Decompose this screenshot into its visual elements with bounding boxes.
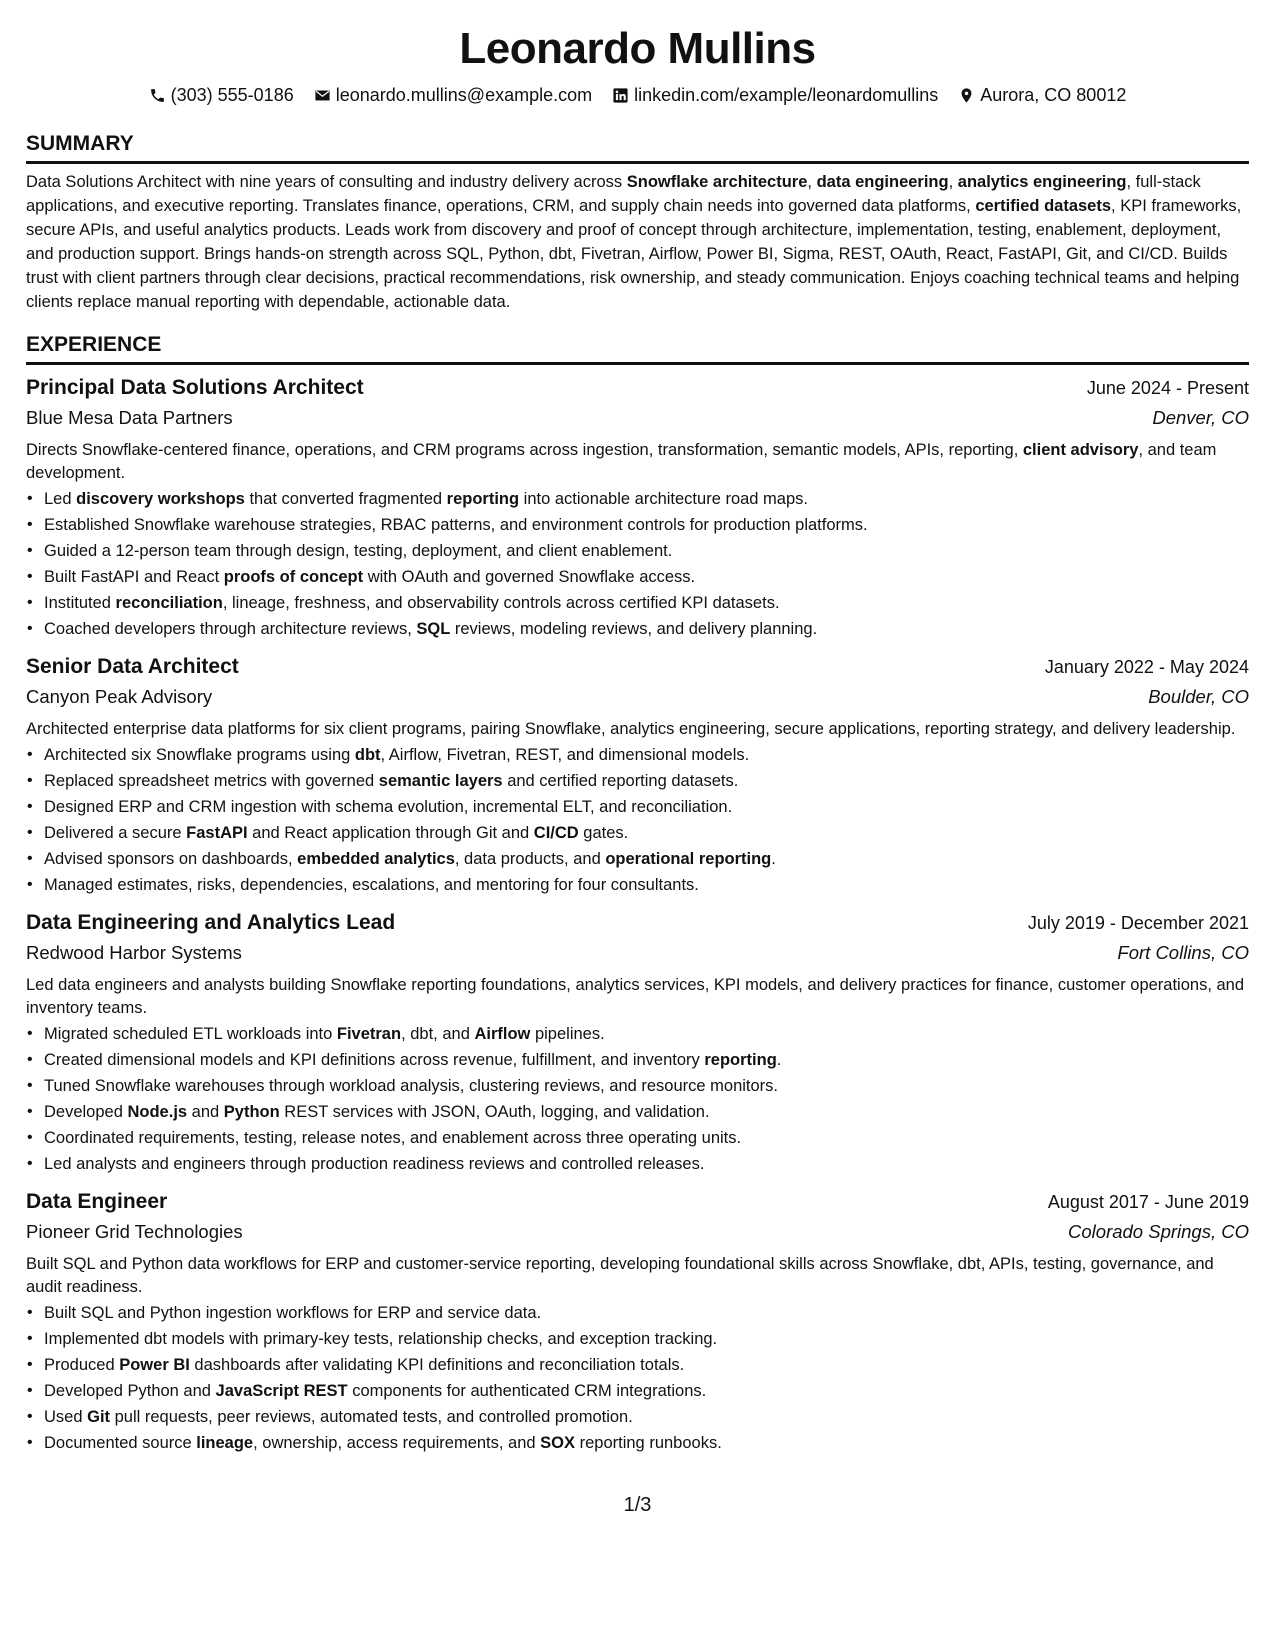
- job-company-row: [26, 403, 1249, 433]
- job-title: Data Engineer: [26, 1190, 168, 1213]
- bullet-item: • Produced Power BI dashboards after validating KPI definitions and reconciliation totals.: [44, 1352, 1249, 1378]
- job-dates: June 2024 - Present: [1086, 378, 1249, 398]
- job-description: Directs Snowflake-centered finance, operations, and CRM programs across ingestion, transformation, semantic models, APIs, reporting, client advisory, and team development.: [26, 441, 1217, 482]
- job-bullets: [26, 742, 1249, 898]
- bold-phrase: operational reporting: [605, 850, 772, 868]
- bold-phrase: Node.js: [127, 1103, 188, 1121]
- job-title: Data Engineering and Analytics Lead: [26, 911, 396, 934]
- job-company-row: [26, 1217, 1249, 1247]
- experience-heading: EXPERIENCE: [26, 332, 1249, 365]
- bullet-item: • Instituted reconciliation, lineage, freshness, and observability controls across certified KPI datasets.: [44, 590, 1249, 616]
- bold-phrase: dbt: [354, 746, 381, 764]
- job-header-row: [26, 908, 1249, 938]
- job-list: [26, 373, 1249, 1456]
- bullet-item: • Created dimensional models and KPI definitions across revenue, fulfillment, and inventory reporting.: [44, 1047, 1249, 1073]
- bullet-item: • Coordinated requirements, testing, release notes, and enablement across three operating units.: [44, 1125, 1249, 1151]
- job-dates: January 2022 - May 2024: [1044, 657, 1249, 677]
- bold-phrase: Power BI: [119, 1356, 190, 1374]
- bold-phrase: discovery workshops: [76, 490, 245, 508]
- job-description: Built SQL and Python data workflows for ERP and customer-service reporting, developing foundational skills across Snowflake, dbt, APIs, testing, governance, and audit readiness.: [26, 1255, 1214, 1296]
- job-description: Architected enterprise data platforms for six client programs, pairing Snowflake, analytics engineering, secure applications, reporting strategy, and delivery leadership.: [26, 720, 1236, 738]
- bold-phrase: Fivetran: [336, 1025, 402, 1043]
- bold-phrase: Snowflake architecture: [626, 173, 808, 191]
- bold-phrase: reconciliation: [115, 594, 223, 612]
- job-company-row: [26, 682, 1249, 712]
- bold-phrase: FastAPI: [186, 824, 248, 842]
- bold-phrase: client advisory: [1022, 441, 1139, 459]
- bullet-item: • Architected six Snowflake programs using dbt, Airflow, Fivetran, REST, and dimensional models.: [44, 742, 1249, 768]
- bullet-item: • Coached developers through architecture reviews, SQL reviews, modeling reviews, and delivery planning.: [44, 616, 1249, 642]
- bold-phrase: Airflow: [474, 1025, 531, 1043]
- job-dates: July 2019 - December 2021: [1027, 913, 1249, 933]
- experience-section: [26, 332, 1249, 1456]
- bullet-item: • Established Snowflake warehouse strategies, RBAC patterns, and environment controls for production platforms.: [44, 512, 1249, 538]
- resume-page: [26, 22, 1249, 1456]
- job-description: Led data engineers and analysts building Snowflake reporting foundations, analytics services, KPI models, and delivery practices for finance, customer operations, and inventory teams.: [26, 976, 1245, 1017]
- linkedin-icon: [612, 87, 629, 104]
- bullet-item: • Replaced spreadsheet metrics with governed semantic layers and certified reporting datasets.: [44, 768, 1249, 794]
- job-bullets: [26, 486, 1249, 642]
- bullet-item: • Advised sponsors on dashboards, embedded analytics, data products, and operational reporting.: [44, 846, 1249, 872]
- job-entry: [26, 373, 1249, 642]
- job-entry: [26, 908, 1249, 1177]
- bold-phrase: CI/CD: [533, 824, 579, 842]
- job-entry: [26, 1187, 1249, 1456]
- job-title: Principal Data Solutions Architect: [26, 376, 364, 399]
- contact-phone: [149, 84, 294, 106]
- bullet-item: • Documented source lineage, ownership, access requirements, and SOX reporting runbooks.: [44, 1430, 1249, 1456]
- bold-phrase: embedded analytics: [297, 850, 455, 868]
- bold-phrase: JavaScript REST: [215, 1382, 348, 1400]
- contact-bar: [26, 84, 1249, 106]
- bold-phrase: Python: [223, 1103, 280, 1121]
- bullet-item: • Delivered a secure FastAPI and React application through Git and CI/CD gates.: [44, 820, 1249, 846]
- bold-phrase: analytics engineering: [957, 173, 1127, 191]
- bullet-item: • Tuned Snowflake warehouses through workload analysis, clustering reviews, and resource monitors.: [44, 1073, 1249, 1099]
- bullet-item: • Migrated scheduled ETL workloads into Fivetran, dbt, and Airflow pipelines.: [44, 1021, 1249, 1047]
- job-bullets: [26, 1300, 1249, 1456]
- bold-phrase: Git: [87, 1408, 111, 1426]
- bullet-item: • Built FastAPI and React proofs of concept with OAuth and governed Snowflake access.: [44, 564, 1249, 590]
- summary-heading: SUMMARY: [26, 131, 1249, 164]
- job-title: Senior Data Architect: [26, 655, 239, 678]
- job-company-row: [26, 938, 1249, 968]
- contact-linkedin[interactable]: [612, 84, 938, 106]
- candidate-name: Leonardo Mullins: [459, 24, 816, 73]
- bullet-item: • Developed Python and JavaScript REST components for authenticated CRM integrations.: [44, 1378, 1249, 1404]
- bullet-item: • Guided a 12-person team through design, testing, deployment, and client enablement.: [44, 538, 1249, 564]
- summary-section: [26, 131, 1249, 314]
- bold-phrase: reporting: [704, 1051, 777, 1069]
- bold-phrase: SOX: [540, 1434, 576, 1452]
- company-name: Redwood Harbor Systems: [26, 942, 242, 963]
- page-number: 1/3: [623, 1494, 652, 1516]
- bullet-item: • Built SQL and Python ingestion workflows for ERP and service data.: [44, 1300, 1249, 1326]
- summary-text: Data Solutions Architect with nine years of consulting and industry delivery across Snowflake architecture, data engineering, analytics engineering, full-stack applications, and executive reporting. Translates finance, operations, CRM, and supply chain needs into governed data platforms, certified datasets, KPI frameworks, secure APIs, and useful analytics products. Leads work from discovery and proof of concept through architecture, implementation, testing, enablement, deployment, and production support. Brings hands-on strength across SQL, Python, dbt, Fivetran, Airflow, Power BI, Sigma, REST, OAuth, React, FastAPI, Git, and CI/CD. Builds trust with client partners through clear decisions, practical recommendations, risk ownership, and steady communication. Enjoys coaching technical teams and helping clients replace manual reporting with dependable, actionable data.: [26, 173, 1242, 311]
- envelope-icon: [314, 87, 331, 104]
- map-pin-icon: [958, 87, 975, 104]
- bold-phrase: lineage: [196, 1434, 254, 1452]
- company-name: Canyon Peak Advisory: [26, 686, 213, 707]
- linkedin-url[interactable]: linkedin.com/example/leonardomullins: [634, 85, 939, 105]
- bold-phrase: certified datasets: [975, 197, 1112, 215]
- job-location: Denver, CO: [1152, 407, 1249, 428]
- job-location: Boulder, CO: [1148, 686, 1249, 707]
- bold-phrase: SQL: [416, 620, 451, 638]
- bullet-item: • Led analysts and engineers through production readiness reviews and controlled releases.: [44, 1151, 1249, 1177]
- job-header-row: [26, 1187, 1249, 1217]
- bullet-item: • Implemented dbt models with primary-key tests, relationship checks, and exception tracking.: [44, 1326, 1249, 1352]
- bold-phrase: semantic layers: [378, 772, 503, 790]
- bullet-item: • Used Git pull requests, peer reviews, automated tests, and controlled promotion.: [44, 1404, 1249, 1430]
- location-text: Aurora, CO 80012: [980, 85, 1127, 105]
- job-bullets: [26, 1021, 1249, 1177]
- contact-location: [958, 84, 1126, 106]
- bold-phrase: reporting: [446, 490, 520, 508]
- job-entry: [26, 652, 1249, 898]
- bullet-item: • Managed estimates, risks, dependencies, escalations, and mentoring for four consultants.: [44, 872, 1249, 898]
- job-header-row: [26, 652, 1249, 682]
- company-name: Blue Mesa Data Partners: [26, 407, 233, 428]
- job-location: Fort Collins, CO: [1117, 942, 1249, 963]
- job-header-row: [26, 373, 1249, 403]
- email-address[interactable]: leonardo.mullins@example.com: [335, 85, 593, 105]
- bold-phrase: data engineering: [816, 173, 949, 191]
- job-location: Colorado Springs, CO: [1068, 1221, 1249, 1242]
- contact-email[interactable]: [314, 84, 592, 106]
- job-dates: August 2017 - June 2019: [1047, 1192, 1249, 1212]
- phone-number: (303) 555-0186: [170, 85, 294, 105]
- bullet-item: • Led discovery workshops that converted fragmented reporting into actionable architecture road maps.: [44, 486, 1249, 512]
- bullet-item: • Developed Node.js and Python REST services with JSON, OAuth, logging, and validation.: [44, 1099, 1249, 1125]
- company-name: Pioneer Grid Technologies: [26, 1221, 243, 1242]
- bullet-item: • Designed ERP and CRM ingestion with schema evolution, incremental ELT, and reconciliation.: [44, 794, 1249, 820]
- bold-phrase: proofs of concept: [223, 568, 364, 586]
- phone-icon: [149, 87, 166, 104]
